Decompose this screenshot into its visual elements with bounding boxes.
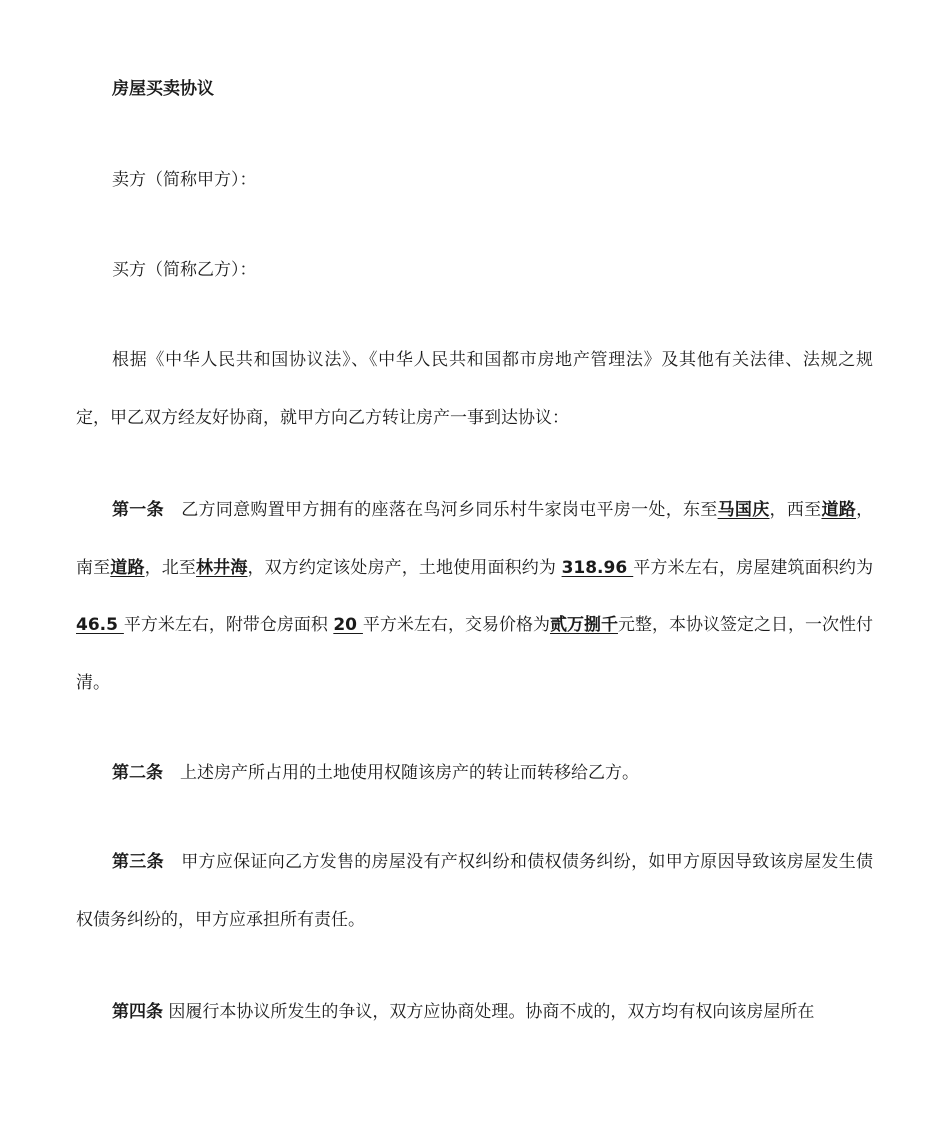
article-1-text: ，双方约定该处房产，土地使用面积约为 — [247, 557, 562, 578]
land-area-value: 318.96 — [561, 557, 634, 578]
article-3-label: 第三条 — [112, 852, 164, 872]
article-1-text: 平方米左右，房屋建筑面积约为 — [633, 557, 874, 578]
article-2-paragraph — [76, 745, 873, 803]
warehouse-area-value: 20 — [333, 615, 363, 635]
article-2-text: 上述房产所占用的土地使用权随该房产的转让而转移给乙方。 — [163, 763, 639, 783]
price-value: 贰万捌千 — [549, 615, 618, 635]
buyer-line: 买方（简称乙方）： — [112, 260, 257, 280]
article-3-paragraph — [76, 834, 873, 949]
article-1-paragraph — [76, 482, 873, 712]
west-boundary: 道路 — [821, 500, 857, 520]
article-1-text: 平方米左右，附带仓房面积 — [123, 615, 334, 635]
article-1-text: 平方米左右，交易价格为 — [362, 615, 550, 635]
article-4-paragraph — [76, 984, 873, 1042]
article-4-text: 因履行本协议所发生的争议，双方应协商处理。协商不成的，双方均有权向该房屋所在 — [163, 1002, 815, 1022]
article-1-text: 元整，本协议签定之日，一次性付清。 — [76, 615, 874, 693]
article-1-label: 第一条 — [112, 500, 164, 520]
seller-line: 卖方（简称甲方）： — [112, 170, 257, 190]
document-title: 房屋买卖协议 — [112, 79, 214, 99]
article-1-text: ，西至 — [769, 500, 822, 520]
preamble-paragraph: 根据《中华人民共和国协议法》、《中华人民共和国都市房地产管理法》及其他有关法律、法规之规定，甲乙双方经友好协商，就甲方向乙方转让房产一事到达协议： — [76, 350, 873, 428]
article-4-label: 第四条 — [112, 1002, 163, 1022]
north-boundary: 林井海 — [196, 557, 248, 578]
article-3-text: 甲方应保证向乙方发售的房屋没有产权纠纷和债权债务纠纷，如甲方原因导致该房屋发生债权债务纠纷的，甲方应承担所有责任。 — [76, 852, 874, 930]
article-1-text: ，南至 — [76, 500, 874, 578]
building-area-value: 46.5 — [76, 615, 124, 635]
article-1-text: ，北至 — [144, 557, 197, 578]
article-2-label: 第二条 — [112, 763, 163, 783]
south-boundary: 道路 — [110, 557, 145, 578]
article-1-text: 乙方同意购置甲方拥有的座落在鸟河乡同乐村牛家岗屯平房一处，东至 — [163, 500, 718, 520]
east-boundary: 马国庆 — [717, 500, 770, 520]
